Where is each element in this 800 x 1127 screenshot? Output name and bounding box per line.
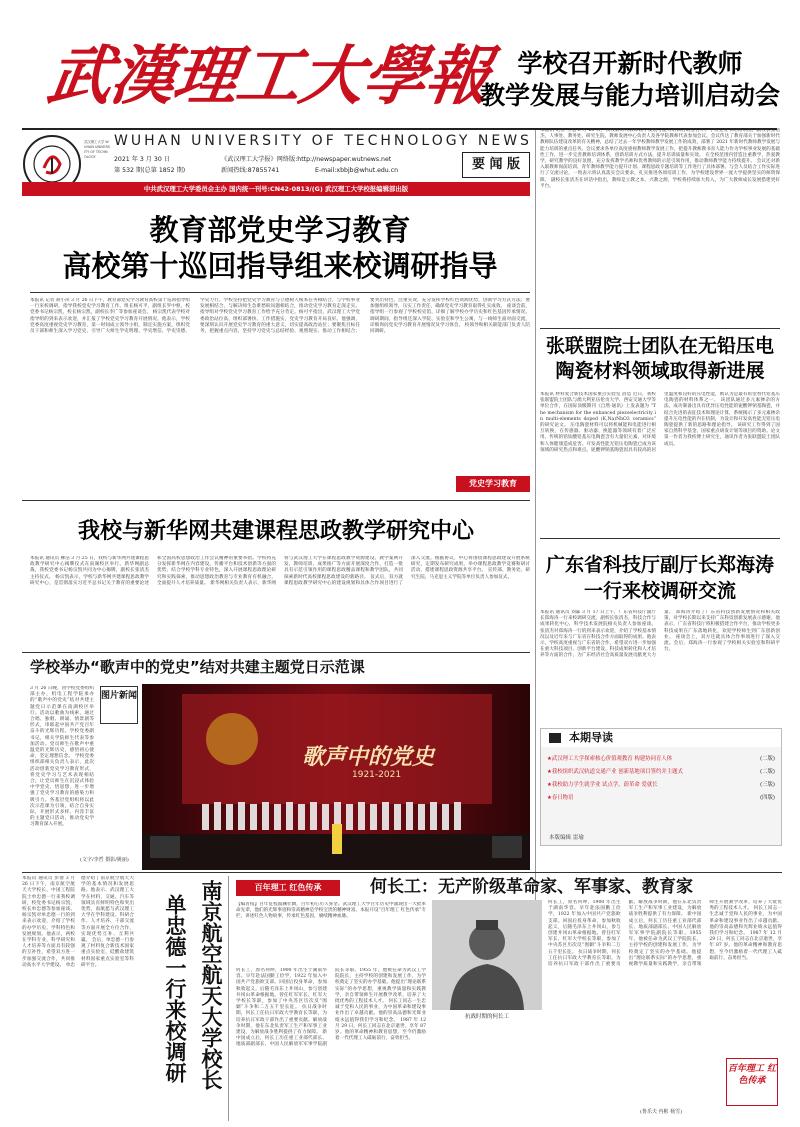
guangdong-headline <box>540 552 780 604</box>
photo-headline: 学校举办“歌声中的党史”结对共建主题党日示范课 <box>30 658 365 676</box>
highlight-item-page: (四版) <box>760 795 775 801</box>
guangdong-body-right: 本报讯 通讯员 刘霖 3 月 17 日上午，广东省科技厅副厅长郑海涛一行来校调研交流，副校长张清杰，科技合作与成果转化中心，科学技术发展院相关负责人参加座谈。 张清杰对郑海涛一行的到来表示欢迎，介绍了学校基本情况以及近年来与广东省在科技合作方面取得的成果。他表示，学校高度重视与广东省的合作，希望双方进一步加强在重大科技项目、创新平台建设、科技成果转化和人才培养等方面的合作，为广东经济社会高质量发展贡献更大力量。 郑海涛介绍了广东省科技创新发展情况和相关政策，对学校长期以来支持广东科技创新发展表示感谢。他表示，广东省科技厅将积极搭建合作平台，推动学校更多科技成果在广东落地转化，欢迎学校师生到广东创新创业。 座谈会上，双方还就具体合作事项进行了深入交流。会后，郑海涛一行参观了学校相关实验室和科研平台。 <box>540 610 780 659</box>
photo-credit: (文字/李哲 摄影/姚丽) <box>80 857 129 863</box>
issue-number: 第 532 期(总第 1852 期) <box>114 167 186 174</box>
red-stamp-text: 百年理工 红色传承 <box>727 1064 777 1086</box>
guangdong-rule <box>540 538 780 539</box>
highlight-item-text: ★春日物语 <box>547 795 574 801</box>
highlights-header <box>541 729 781 747</box>
masthead-title-text: 武漢理工大學報 <box>42 39 495 114</box>
lead-headline <box>30 212 530 284</box>
masthead-meta <box>114 154 474 176</box>
bottom-divider <box>228 876 229 1121</box>
highlight-item[interactable] <box>547 753 775 766</box>
photo-rule <box>22 652 530 653</box>
red-stamp <box>726 1058 778 1106</box>
red-headline: 何长工：无产阶级革命家、军事家、教育家 <box>370 877 693 897</box>
lead-headline-line1: 教育部党史学习教育 <box>149 213 411 247</box>
highlight-item[interactable] <box>547 779 775 792</box>
contact-email: E-mail:xbbjb@whut.edu.cn <box>314 167 399 174</box>
red-body-continued: 何长工，原名何坤，1900 年出生于湖南华容。早年赴法国勤工俭学，1922 年加入中国共产党旅欧支部。回国后投身革命，参加秋收起义，后随毛泽东上井冈山，参与创建井冈山革命根据地。曾任红军军长、红军大学校长等职，参加了中央苏区历次反“围剿”斗争和二万五千里长征。 抗日战争时期，何长工任抗日军政大学教育长等职，为培养抗日军政干部作出了重要贡献。解放战争时期，他在东北负责军工生产和军事工业建设，为解放战争胜利提供了有力保障。 新中国成立后，何长工历任重工业部代部长、地质部副部长、中国人民解放军军事学院副院长等职。1955 年，他被任命为武汉工学院院长，主持学校的创建和发展工作，为学校奠定了坚实的办学基础。他提出“理论联系实际”的办学思想，重视教学质量和实践教学，亲自带领师生开展教学改革，培养了大批优秀的工程技术人才。 何长工同志一生忠诚于党和人民的事业，为中国革命和建设事业作出了卓越贡献。他的崇高品德和光辉业绩永远值得我们学习和纪念。 1987 年 12 月 29 日，何长工同志在北京逝世，享年 87 岁。他的革命精神和教育思想，至今仍激励着一代代理工人砥砺前行、奋勇担当。 <box>548 900 782 968</box>
logo-text: 武汉理工大学 WUHAN UNIVERSITY OF TECHNOLOGY <box>84 140 110 159</box>
masthead-title <box>42 32 495 122</box>
section-label: 要 闻 版 <box>462 152 530 178</box>
guangdong-headline-line1: 广东省科技厅副厅长郑海涛 <box>545 554 774 576</box>
highlight-item-page: (二版) <box>760 769 775 775</box>
photo-caption: 3 月 26 日晚，由学校党委组织部主办，机电工程学院承办的“歌声中的党史”结对共建主题党日示范课在南湖校区举行。活动以歌曲为线索，通过合唱、独唱、朗诵、情景剧等形式，串联起中国共产党百年奋斗的光辉历程。学校党委副书记，相关学院师生代表等参加活动。党员师生在歌声中重温党的光辉历史，感悟初心使命，坚定理想信念。 学校党委组织部相关负责人表示，此次活动创新党史学习教育形式，将党史学习与艺术表现相结合，让党员师生在沉浸式体验中学党史、悟思想，进一步增强了党史学习教育的感染力和吸引力。各基层党组织将以此次示范课为引领，结合自身实际，开展形式多样、内容丰富的主题党日活动，推动党史学习教育深入开展。 <box>30 686 94 828</box>
news-hotline: 新闻热线:87855741 <box>220 167 280 174</box>
lead-rule <box>30 292 530 293</box>
highlight-item[interactable] <box>547 792 775 805</box>
lead-headline-line2: 高校第十巡回指导组来校调研指导 <box>62 249 498 283</box>
publisher-bar: 中共武汉理工大学委员会主办 国内统一刊号:CN42-0813/(G) 武汉理工大学校报编辑部出版 <box>22 182 530 196</box>
nanhang-headline-vertical <box>136 880 226 1120</box>
zhang-headline <box>540 334 780 384</box>
issue-date: 2021 年 3 月 30 日 <box>114 156 170 163</box>
lead-body: 本报讯 记者 胡小萍 3 月 26 日下午，教育部党史学习教育高校第十巡回指导组一行来校调研，指导我校党史学习教育工作。组长杨可平，副组长罗中枢，校党委书记杨宗凯，校长杨宗凯，副校长李广等参加座谈会。 杨宗凯代表学校对指导组的到来表示欢迎，并汇报了学校党史学习教育开展情况。他表示，学校党委高度重视党史学习教育，第一时间成立领导小组，制定实施方案，组织党员干部和师生深入学习党史，引导广大师生学史明理、学史增信、学史崇德、学史力行。学校坚持把党史学习教育与立德树人根本任务相结合，与学校事业发展相结合，与解决师生急难愁盼问题相结合，推动党史学习教育走深走实。 指导组对学校党史学习教育工作给予充分肯定。杨可平指出，武汉理工大学党委政治站位高、组织部署快、工作措施实，党史学习教育开局良好。他强调，要深刻认识开展党史学习教育的重大意义，切实提高政治站位；要聚焦目标任务，把握重点内容，坚持学习党史与总结经验、观照现实、推动工作相结合；要突出特色、注重实效，充分发挥学校红色资源优势，创新学习方式方法；要加强组织领导，压实工作责任，确保党史学习教育取得扎实成效。 座谈会前，指导组一行参观了学校校史馆，详细了解学校办学历史和红色基因传承情况。调研期间，指导组还深入学院、实验室和学生公寓，与一线师生面对面交流，详细询问党史学习教育开展情况及学习体会。 校领导和相关职能部门负责人陪同调研。 <box>30 298 530 335</box>
photo-badge-text: 图片新闻 <box>101 691 138 701</box>
xinhua-headline: 我校与新华网共建课程思政教学研究中心 <box>77 518 474 544</box>
highlight-item-page: (二版) <box>760 756 775 762</box>
highlights-icon <box>549 733 561 743</box>
stage-title: 歌声中的党史 <box>302 744 435 770</box>
xinhua-body: 本报讯 通讯员 柳洁 3 月 25 日，我校与新华网共建课程思政教学研究中心揭牌仪式在南湖校区举行。新华网副总裁，我校党委书记杨宗凯共同为中心揭牌，副校长张清杰主持仪式。 杨宗凯表示，学校与新华网共建课程思政教学研究中心，是贯彻落实习近平总书记关于教育的重要论述和全国高校思想政治工作会议精神的重要举措。学校将充分发挥新华网在内容建设、传播平台和技术创新等方面的优势，结合学校学科专业特色，深入开展课程思政理论研究和实践探索，推动思想政治教育与专业教育有机融合，全面提升人才培养质量。 新华网相关负责人表示，新华网将与武汉理工大学在课程思政教学资源建设、教学案例开发、教师培训、成果推广等方面开展深度合作，打造一批具有示范引领作用的课程思政精品课程和教学团队，共同探索新时代高校课程思政建设的新路径。 仪式后，双方就课程思政教学研究中心的建设规划和具体合作项目进行了深入交流。根据协议，中心将围绕课程思政建设开展系统研究，定期发布研究成果，举办课程思政教学竞赛和研讨活动，搭建课程思政资源共享平台。 宣传部、教务处、研究生院、马克思主义学院等单位负责人参加仪式。 <box>30 556 530 586</box>
online-edition: 《武汉理工大学报》网络版:http://newspaper.wutnews.net <box>220 156 392 163</box>
zhang-rule <box>540 328 780 329</box>
stage-photo <box>142 684 530 870</box>
highlight-item-text: ★我校组织武汉轨道交通产业 创新基地项目签约并主题式 <box>547 769 683 775</box>
english-name: WUHAN UNIVERSITY OF TECHNOLOGY NEWS <box>114 133 532 149</box>
highlight-item-text: ★武汉理工大学探索核心价值观教育 构建协同育人体 <box>547 756 673 762</box>
guangdong-headline-line2: 一行来校调研交流 <box>583 580 736 602</box>
highlights-title: 本期导读 <box>569 731 613 744</box>
highlights-box <box>540 728 782 846</box>
top-headline <box>480 48 780 112</box>
nanhang-headline: 单忠德一行来校调研 <box>163 894 188 1083</box>
portrait-image <box>432 900 542 1010</box>
highlights-editor: 本版编辑 雷瑜 <box>549 835 584 841</box>
nanhang-sub: 南京航空航天大学校长 <box>199 880 224 1090</box>
red-badge: 百年理工 红色传承 <box>236 880 340 896</box>
portrait-photo <box>432 900 542 1010</box>
highlight-item-page: (三版) <box>760 782 775 788</box>
zhang-headline-line2: 陶瓷材料领域取得新进展 <box>555 360 765 382</box>
top-headline-line1: 学校召开新时代教师 <box>517 49 743 78</box>
nanhang-body: 本报讯 通讯员 彭倩 3 月 26 日下午，南京航空航天大学校长、中国工程院院士单忠德一行来我校调研，校党委书记杨宗凯，校长单忠德等参加座谈。 杨宗凯对单忠德一行的到来表示欢迎，介绍了学校的办学历史、学科特色和发展规划。他表示，两校在学科专业、科学研究和人才培养等方面具有较强的互补性，希望双方进一步加强交流合作，共同推动高水平大学建设。 单忠德介绍了南京航空航天大学的基本情况和发展思路。他表示，武汉理工大学在材料、交通、汽车等领域具有鲜明特色和突出优势，南航愿与武汉理工大学在学科建设、科研合作、人才培养、干部交流等方面开展全方位合作，实现优势互补、互利共赢。 会后，单忠德一行参观了材料复合新技术国家重点实验室、硅酸盐建筑材料国家重点实验室等科研平台。 <box>22 876 134 968</box>
stage-years: 1921-2021 <box>352 770 402 780</box>
highlight-item-text: ★我校助力学生就学业 试点学，蔚革命 爱就长 <box>547 782 658 788</box>
zhang-body: 本报讯 材料复合新技术国家重点实验室 消息 近日，我校张联盟院士团队与澳大利亚伍伦贡大学、西安交通大学等单位合作，在国际顶级期刊《自然·通讯》上发表题为 “The mechanism for the enhanced piezoelectricity in multi-elements doped (K,Na)NbO3 ceramics” 的研究论文。 压电陶瓷材料可以将机械能和电能进行相互转换，在传感器、驱动器、换能器等领域有着广泛应用。传统的锆钛酸铅基压电陶瓷含有大量铅元素，对环境和人体健康造成危害。开发高性能无铅压电陶瓷已成为该领域的研究热点和难点。铌酸钾钠基陶瓷因具有较高的居里温度和良好的压电性能，被认为是最有希望替代铅基压电陶瓷的材料体系之一。 该团队通过多元素掺杂的方法，成功制备出具有优异压电性能的铌酸钾钠基陶瓷，并结合先进的表征技术和理论计算，系统揭示了多元素掺杂提升压电性能的内在机制，为设计和开发高性能无铅压电陶瓷提供了新的思路和理论指导。 该研究工作得到了国家自然科学基金、国家重点研发计划等项目的资助。论文第一作者为我校博士研究生，通讯作者为张联盟院士团队成员。 <box>540 392 780 453</box>
red-body: 何长工，原名何坤，1900 年出生于湖南华容。早年赴法国勤工俭学，1922 年加入中国共产党旅欧支部。回国后投身革命，参加秋收起义，后随毛泽东上井冈山，参与创建井冈山革命根据地。曾任红军军长、红军大学校长等职，参加了中央苏区历次反“围剿”斗争和二万五千里长征。 抗日战争时期，何长工任抗日军政大学教育长等职，为培养抗日军政干部作出了重要贡献。解放战争时期，他在东北负责军工生产和军事工业建设，为解放战争胜利提供了有力保障。 新中国成立后，何长工历任重工业部代部长、地质部副部长、中国人民解放军军事学院副院长等职。1955 年，他被任命为武汉工学院院长，主持学校的创建和发展工作，为学校奠定了坚实的办学基础。他提出“理论联系实际”的办学思想，重视教学质量和实践教学，亲自带领师生开展教学改革，培养了大批优秀的工程技术人才。 何长工同志一生忠诚于党和人民的事业，为中国革命和建设事业作出了卓越贡献。他的崇高品德和光辉业绩永远值得我们学习和纪念。 1987 年 12 月 29 日，何长工同志在北京逝世，享年 87 岁。他的革命精神和教育思想，至今仍激励着一代代理工人砥砺前行、奋勇担当。 <box>236 968 426 1048</box>
highlight-item[interactable] <box>547 766 775 779</box>
lead-tag: 党史学习教育 <box>456 476 530 492</box>
photo-badge <box>100 686 138 724</box>
highlights-list <box>541 747 781 805</box>
top-headline-line2: 教学发展与能力培训启动会 <box>480 81 781 110</box>
column-divider <box>535 130 536 990</box>
portrait-caption: 抗战时期的何长工 <box>464 1014 509 1020</box>
red-intro: 【编者按】百年征程波澜壮阔，百年初心历久弥坚。武汉理工大学百年历史中涌现出一大批革命先辈，他们的光辉事迹和崇高精神是学校宝贵的精神财富。本报开设“百年理工 红色传承”专栏，讲述红色人物故事，传承红色基因，赓续精神血脉。 <box>236 902 426 920</box>
zhang-headline-line1: 张联盟院士团队在无铅压电 <box>545 335 774 357</box>
top-story-body: 本报讯 记者 王旭 3 月 25 日，我校新时代教师教学发展与能力培训启动会召开。学校党委书记杨宗凯，副校长张清杰，人事处、教务处、研究生院、教师发展中心负责人及各学院教师代表参加会议。会议传达了教育部关于加强新时代教师队伍建设改革的有关精神，总结了过去一年学校教师教学发展工作的成效，部署了 2021 年新时代教师教学发展与能力培训的重点任务。会议要求各单位高度重视教师教学发展工作，把提升教师教书育人能力作为学校事业发展的基础性工作，进一步完善教师培训体系，创新培训方式方法，提升培训质量和实效。 在全校范围内营造注重教学、热爱教学、研究教学的良好氛围，充分发挥教学名师和优秀教师的示范引领作用，推动教师教学能力持续提升。 会议还对新入职教师岗前培训、青年教师教学能力提升计划、课程思政专题培训等工作进行了具体部署。与会人员结合工作实际进行了交流讨论，一致表示将认真落实会议要求，扎实推进各项培训工作，为学校建设世界一流大学提供坚实的师资保障。 副校长张清杰在讲话中指出，教师是立教之本、兴教之源，学校将持续加大投入，为广大教师成长发展搭建更好平台。 <box>540 128 780 189</box>
bottom-rule <box>22 872 782 873</box>
red-credit: (鲁乐夫 冉彬 杨雪) <box>640 1109 683 1115</box>
xinhua-rule-top <box>22 500 530 501</box>
